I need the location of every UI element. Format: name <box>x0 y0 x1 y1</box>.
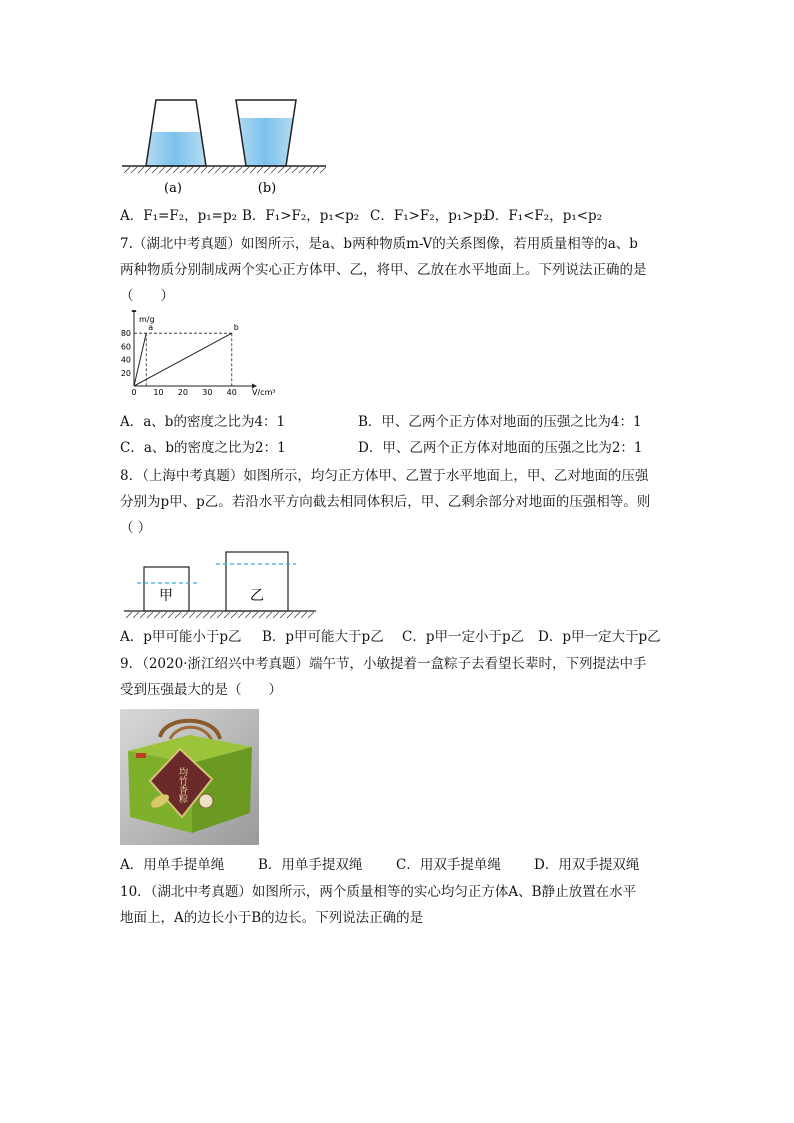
q9-stem-line2: 受到压强最大的是（ ） <box>120 682 282 698</box>
q7-option-a: A．a、b的密度之比为4：1 <box>120 414 286 430</box>
q7-option-c: C．a、b的密度之比为2：1 <box>120 440 286 456</box>
q9-option-d: D．用双手提双绳 <box>534 857 640 873</box>
q7-option-d: D．甲、乙两个正方体对地面的压强之比为2：1 <box>358 440 643 456</box>
zongzi-box-photo <box>120 709 259 845</box>
x-tick-label: 10 <box>153 388 164 397</box>
x-tick-label: 40 <box>226 388 237 397</box>
q6-option-d: D．F₁<F₂，p₁<p₂ <box>484 208 603 224</box>
y-tick-label: 40 <box>120 355 131 365</box>
q8-option-c: C．p甲一定小于p乙 <box>402 629 525 645</box>
q9-option-c: C．用双手提单绳 <box>396 857 501 873</box>
y-axis-label: m/g <box>139 315 155 324</box>
cups-figure <box>120 92 330 202</box>
q6-option-c: C．F₁>F₂，p₁>p₂ <box>370 208 488 224</box>
x-tick-label: 30 <box>202 388 213 397</box>
q8-option-a: A．p甲可能小于p乙 <box>120 629 242 645</box>
q6-option-b: B．F₁>F₂，p₁<p₂ <box>242 208 360 224</box>
x-axis-label: V/cm³ <box>252 388 276 397</box>
q10-stem-line2: 地面上，A的边长小于B的边长。下列说法正确的是 <box>120 910 424 926</box>
q7-option-b: B．甲、乙两个正方体对地面的压强之比为4：1 <box>358 414 642 430</box>
q8-option-b: B．p甲可能大于p乙 <box>262 629 384 645</box>
cubes-figure <box>122 548 318 622</box>
y-tick-label: 60 <box>120 342 131 352</box>
x-tick-label: 20 <box>177 388 188 397</box>
series-line-b <box>134 333 232 386</box>
q9-option-b: B．用单手提双绳 <box>258 857 363 873</box>
q10-stem-line1: 10．（湖北中考真题）如图所示，两个质量相等的实心均匀正方体A、B静止放置在水平 <box>120 884 637 900</box>
y-tick-label: 20 <box>120 368 131 378</box>
q8-stem-line1: 8．（上海中考真题）如图所示，均匀正方体甲、乙置于水平地面上，甲、乙对地面的压强 <box>120 468 649 484</box>
cup-a-label: (a) <box>164 181 182 196</box>
q7-stem-line1: 7.（湖北中考真题）如图所示，是a、b两种物质m-V的关系图像，若用质量相等的a、b <box>120 236 638 252</box>
y-tick-label: 80 <box>120 329 131 339</box>
box-title: 均竹香粽 <box>177 767 187 803</box>
cube-yi-label: 乙 <box>250 588 264 604</box>
q8-stem-line3: （ ） <box>120 520 152 536</box>
series-label-b: b <box>233 323 239 333</box>
q7-stem-line3: （ ） <box>120 288 174 304</box>
q7-stem-line2: 两种物质分别制成两个实心正方体甲、乙，将甲、乙放在水平地面上。下列说法正确的是 <box>120 262 647 278</box>
series-line-a <box>134 333 146 386</box>
q9-stem-line1: 9．（2020·浙江绍兴中考真题）端午节，小敏提着一盒粽子去看望长辈时，下列提法中手 <box>120 656 647 672</box>
mv-chart <box>118 310 288 405</box>
x-tick-label: 0 <box>131 388 137 397</box>
q8-option-d: D．p甲一定大于p乙 <box>538 629 661 645</box>
y-axis-arrow <box>132 310 137 312</box>
q9-option-a: A．用单手提单绳 <box>120 857 225 873</box>
q6-option-a: A．F₁=F₂，p₁=p₂ <box>120 208 238 224</box>
cup-b-label: (b) <box>257 181 277 196</box>
cube-jia-label: 甲 <box>159 588 173 604</box>
series-label-a: a <box>148 323 154 333</box>
ground-hatch-2 <box>126 612 314 618</box>
q8-stem-line2: 分别为p甲、p乙。若沿水平方向截去相同体积后，甲、乙剩余部分对地面的压强相等。则 <box>120 494 651 510</box>
ground-hatch <box>124 167 326 173</box>
